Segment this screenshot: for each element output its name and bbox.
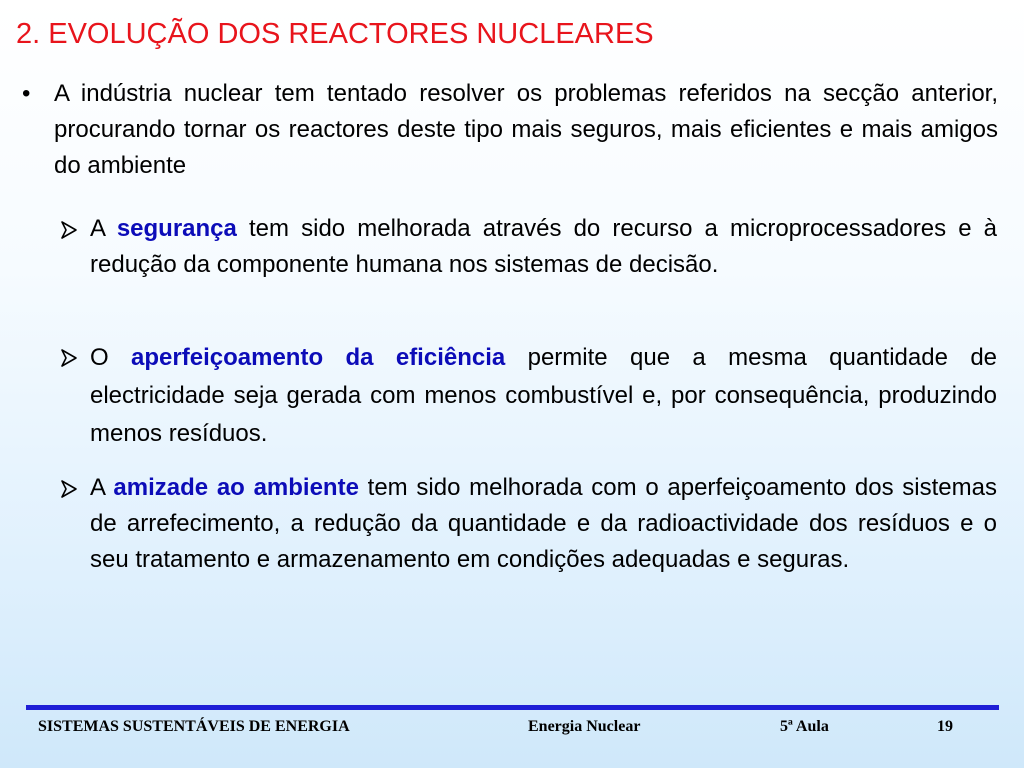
subpoint-prefix: O [90, 344, 132, 371]
subpoint-highlight: segurança [116, 215, 237, 242]
subpoint-highlight: aperfeiçoamento da eficiência [131, 344, 506, 371]
subpoint-prefix: A [90, 474, 114, 501]
footer-divider [26, 705, 999, 710]
subpoint-highlight: amizade ao ambiente [113, 474, 359, 501]
subpoint-rest: permite que a mesma quantidade de electricidade seja gerada com menos combustível e, por consequência, produzindo menos resíduos. [90, 344, 998, 447]
slide-title: 2. EVOLUÇÃO DOS REACTORES NUCLEARES [16, 18, 654, 50]
subpoint-environment [60, 470, 997, 578]
main-bullet-text: A indústria nuclear tem tentado resolver os problemas referidos na secção anterior, procurando tornar os reactores deste tipo mais seguros, mais eficientes e mais amigos do ambiente [54, 80, 998, 179]
subpoint-text [90, 211, 997, 283]
subpoint-rest: tem sido melhorada através do recurso a microprocessadores e à redução da componente humana nos sistemas de decisão. [90, 215, 998, 278]
footer-topic: Energia Nuclear [528, 718, 641, 735]
subpoint-prefix: A [90, 215, 117, 242]
subpoint-text [90, 470, 997, 578]
subpoint-text [90, 339, 997, 453]
arrowhead-right-icon [60, 339, 90, 453]
footer-page-number: 19 [937, 718, 953, 735]
bullet-dot-icon: • [22, 80, 31, 107]
footer-course: SISTEMAS SUSTENTÁVEIS DE ENERGIA [38, 718, 350, 735]
main-bullet [22, 76, 998, 184]
subpoint-efficiency [60, 339, 997, 453]
subpoint-safety [60, 211, 997, 283]
arrowhead-right-icon [60, 211, 90, 283]
subpoint-rest: tem sido melhorada com o aperfeiçoamento dos sistemas de arrefecimento, a redução da quantidade e da radioactividade dos resíduos e o seu tratamento e armazenamento em condições adequadas e seguras. [90, 474, 997, 573]
arrowhead-right-icon [60, 470, 90, 578]
footer-lesson: 5ª Aula [780, 718, 829, 735]
